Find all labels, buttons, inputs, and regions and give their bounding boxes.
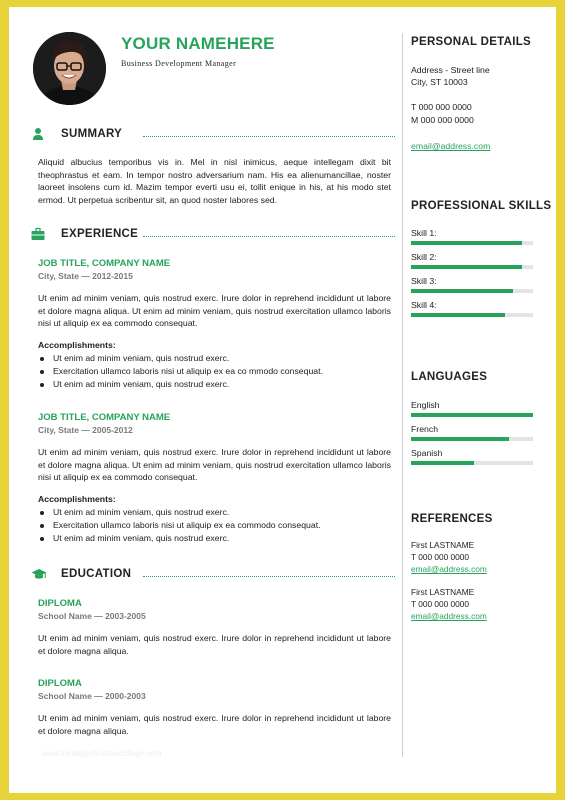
candidate-name: YOUR NAMEHERE — [121, 34, 275, 53]
experience-section-header — [31, 227, 395, 243]
school-name-dates: School Name — 2003-2005 — [38, 611, 146, 621]
accomplishments-label: Accomplishments: — [38, 494, 116, 504]
skill-bar-track — [411, 313, 533, 317]
job-title: JOB TITLE, COMPANY NAME — [38, 412, 171, 423]
skill-item — [411, 228, 533, 248]
language-label: French — [411, 424, 439, 434]
degree-title: DIPLOMA — [38, 598, 82, 609]
accomplishments-list — [38, 352, 398, 392]
skill-bar-fill — [411, 289, 513, 293]
candidate-title: Business Development Manager — [121, 59, 237, 68]
language-bar-track — [411, 437, 533, 441]
list-item: Exercitation ullamco laboris nisi ut aliquip ex ea commodo consequat. — [38, 519, 398, 532]
education-description: Ut enim ad minim veniam, quis nostrud exerc. Irure dolor in reprehend incididunt ut labore et dolore magna aliqua. — [38, 713, 391, 736]
language-bar-fill — [411, 413, 533, 417]
skill-bar-fill — [411, 313, 505, 317]
resume-page — [9, 7, 556, 793]
skill-bar-fill — [411, 241, 522, 245]
phone-m: M 000 000 0000 — [411, 115, 474, 125]
person-icon — [31, 127, 45, 141]
job-location-dates: City, State — 2012-2015 — [38, 271, 133, 281]
language-item — [411, 400, 533, 420]
skills-heading: PROFESSIONAL SKILLS — [411, 200, 552, 212]
language-label: English — [411, 400, 440, 410]
school-name-dates: School Name — 2000-2003 — [38, 691, 146, 701]
watermark: www.heritagechristiancollege.com — [41, 749, 162, 758]
list-item: Ut enim ad minim veniam, quis nostrud exerc. — [38, 532, 398, 545]
skill-bar-track — [411, 289, 533, 293]
references-heading: REFERENCES — [411, 513, 493, 525]
profile-photo — [33, 32, 106, 105]
reference-email[interactable]: email@address.com — [411, 564, 487, 574]
language-label: Spanish — [411, 448, 443, 458]
skill-bar-track — [411, 241, 533, 245]
skill-bar-track — [411, 265, 533, 269]
degree-title: DIPLOMA — [38, 678, 82, 689]
summary-text: Aliquid albucius temporibus vis in. Mel in nisl inimicus, aeque intellegam dixit bit theophrastus et eam. In tempor nostro adversarium nam. His ea alienumancillae, noster laoreet insolens cum id. Mazim tempor everti usu ei, tollit enique in his, at his modo stet ermod. Ut perpetua scribentur sit, an quod noster labores sed. — [38, 157, 391, 205]
graduation-cap-icon — [31, 567, 45, 581]
personal-details-heading: PERSONAL DETAILS — [411, 36, 532, 48]
list-item: Ut enim ad minim veniam, quis nostrud exerc. — [38, 506, 398, 519]
skill-item — [411, 300, 533, 320]
skill-label: Skill 3: — [411, 276, 437, 286]
education-heading: EDUCATION — [61, 568, 132, 580]
language-item — [411, 448, 533, 468]
experience-heading: EXPERIENCE — [61, 228, 139, 240]
language-bar-fill — [411, 461, 474, 465]
reference-name: First LASTNAME — [411, 540, 475, 550]
address-line-2: City, ST 10003 — [411, 77, 468, 87]
section-divider — [143, 136, 395, 137]
accomplishments-label: Accomplishments: — [38, 340, 116, 350]
briefcase-icon — [31, 227, 45, 241]
skill-label: Skill 1: — [411, 228, 437, 238]
language-bar-track — [411, 413, 533, 417]
list-item: Ut enim ad minim veniam, quis nostrud exerc. — [38, 378, 398, 391]
language-item — [411, 424, 533, 444]
job-location-dates: City, State — 2005-2012 — [38, 425, 133, 435]
email-link[interactable]: email@address.com — [411, 141, 491, 151]
summary-section-header — [31, 127, 395, 143]
languages-heading: LANGUAGES — [411, 371, 488, 383]
job-title: JOB TITLE, COMPANY NAME — [38, 258, 171, 269]
address-line-1: Address - Street line — [411, 65, 490, 75]
section-divider — [143, 236, 395, 237]
reference-email[interactable]: email@address.com — [411, 611, 487, 621]
education-section-header — [31, 567, 395, 583]
summary-heading: SUMMARY — [61, 128, 123, 140]
job-description: Ut enim ad minim veniam, quis nostrud exerc. Irure dolor in reprehend incididunt ut labore et dolore magna aliqua. Ut enim ad minim veniam, quis nostrud exercitation ullamco laboris nisi ut aliquip ex ea commodo consequat. — [38, 447, 391, 483]
column-divider — [402, 33, 403, 757]
accomplishments-list — [38, 506, 398, 546]
language-bar-fill — [411, 437, 509, 441]
skill-item — [411, 276, 533, 296]
job-description: Ut enim ad minim veniam, quis nostrud exerc. Irure dolor in reprehend incididunt ut labore et dolore magna aliqua. Ut enim ad minim veniam, quis nostrud exercitation ullamco laboris nisi ut aliquip ex ea commodo consequat. — [38, 293, 391, 329]
list-item: Ut enim ad minim veniam, quis nostrud exerc. — [38, 352, 398, 365]
phone-t: T 000 000 0000 — [411, 102, 472, 112]
language-bar-track — [411, 461, 533, 465]
section-divider — [143, 576, 395, 577]
reference-phone: T 000 000 0000 — [411, 599, 469, 609]
skill-label: Skill 4: — [411, 300, 437, 310]
skill-label: Skill 2: — [411, 252, 437, 262]
reference-name: First LASTNAME — [411, 587, 475, 597]
list-item: Exercitation ullamco laboris nisi ut aliquip ex ea co mmodo consequat. — [38, 365, 398, 378]
reference-phone: T 000 000 0000 — [411, 552, 469, 562]
skill-bar-fill — [411, 265, 522, 269]
education-description: Ut enim ad minim veniam, quis nostrud exerc. Irure dolor in reprehend incididunt ut labore et dolore magna aliqua. — [38, 633, 391, 656]
skill-item — [411, 252, 533, 272]
